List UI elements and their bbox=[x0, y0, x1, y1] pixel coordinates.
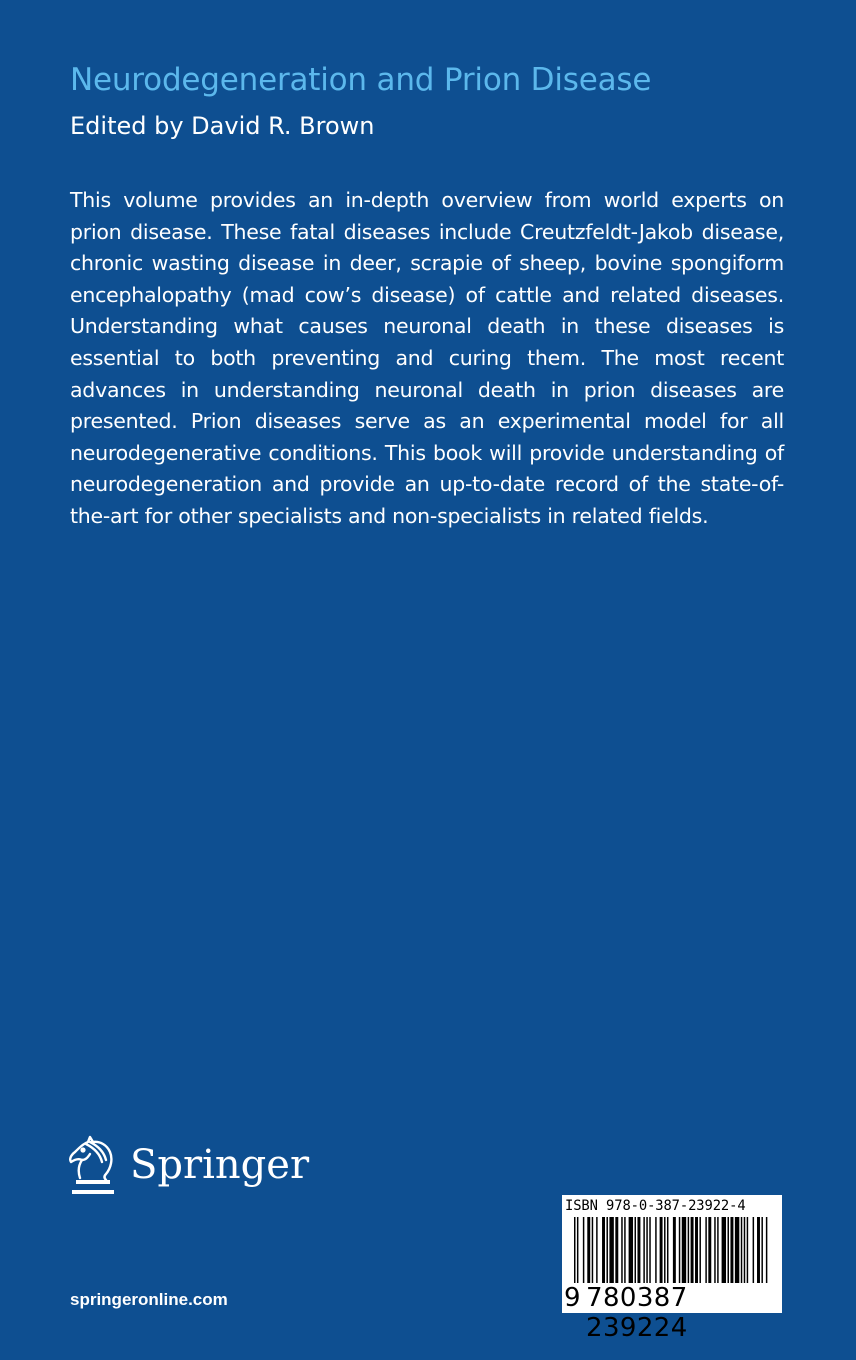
book-title: Neurodegeneration and Prion Disease bbox=[70, 62, 652, 98]
barcode-bar bbox=[695, 1217, 698, 1283]
barcode-bar bbox=[583, 1217, 584, 1283]
barcode-bar bbox=[574, 1217, 575, 1283]
barcode-bar bbox=[646, 1217, 647, 1283]
isbn-label: ISBN 978-0-387-23922-4 bbox=[565, 1198, 746, 1214]
barcode-bar bbox=[744, 1217, 745, 1283]
barcode-bar bbox=[587, 1217, 590, 1283]
barcode-bar bbox=[761, 1217, 762, 1283]
barcode-bar bbox=[730, 1217, 733, 1283]
barcode-bar bbox=[705, 1217, 706, 1283]
barcode-bar bbox=[747, 1217, 748, 1283]
barcode-bar bbox=[592, 1217, 593, 1283]
barcode-bar bbox=[735, 1217, 739, 1283]
barcode-bar bbox=[655, 1217, 656, 1283]
barcode-bar bbox=[637, 1217, 640, 1283]
barcode-bar bbox=[722, 1217, 726, 1283]
barcode-bar bbox=[624, 1217, 625, 1283]
barcode-bar bbox=[609, 1217, 613, 1283]
barcode-bar bbox=[615, 1217, 618, 1283]
barcode-bar bbox=[596, 1217, 597, 1283]
barcode-bar bbox=[667, 1217, 668, 1283]
ean-number: 780387 239224 bbox=[586, 1283, 688, 1343]
barcode-bar bbox=[757, 1217, 760, 1283]
springer-horse-chess-knight-icon bbox=[66, 1132, 122, 1200]
ean-digits bbox=[562, 1281, 782, 1343]
barcode-bar bbox=[766, 1217, 767, 1283]
barcode-bar bbox=[708, 1217, 711, 1283]
barcode-bar bbox=[664, 1217, 665, 1283]
barcode-bar bbox=[649, 1217, 650, 1283]
springer-logo bbox=[66, 1132, 310, 1202]
barcode-bar bbox=[577, 1217, 578, 1283]
barcode-bar bbox=[660, 1217, 663, 1283]
publisher-website[interactable]: springeronline.com bbox=[70, 1290, 228, 1309]
barcode-bar bbox=[688, 1217, 689, 1283]
barcode-bar bbox=[691, 1217, 694, 1283]
barcode-bar bbox=[621, 1217, 622, 1283]
book-description: This volume provides an in-depth overview from world experts on prion disease. These fatal diseases include Creutzfeldt-Jakob disease, chronic wasting disease in deer, scrapie of sheep, bovine spongiform encephalopathy (mad cow’s disease) of cattle and related diseases. Understanding what causes neuronal death in these diseases is essential to both preventing and curing them. The most recent advances in understanding neuronal death in prion diseases are presented. Prion diseases serve as an experimental model for all neurodegenerative conditions. This book will provide understanding of neurodegeneration and provide an up-to-date record of the state-of-the-art for other specialists and non-specialists in related fields. bbox=[70, 188, 784, 528]
barcode-bar bbox=[602, 1217, 605, 1283]
barcode-bar bbox=[643, 1217, 644, 1283]
barcode-bar bbox=[699, 1217, 700, 1283]
ean-first-digit: 9 bbox=[564, 1283, 581, 1313]
barcode-bar bbox=[606, 1217, 607, 1283]
book-editor: Edited by David R. Brown bbox=[70, 112, 375, 140]
barcode-bar bbox=[717, 1217, 718, 1283]
barcode-bar bbox=[673, 1217, 676, 1283]
barcode-bar bbox=[753, 1217, 754, 1283]
isbn-barcode bbox=[562, 1195, 782, 1343]
barcode-bar bbox=[679, 1217, 680, 1283]
barcode-bar bbox=[635, 1217, 636, 1283]
barcode-bar bbox=[629, 1217, 633, 1283]
publisher-name: Springer bbox=[130, 1142, 310, 1188]
barcode-bar bbox=[741, 1217, 742, 1283]
barcode-bar bbox=[682, 1217, 686, 1283]
barcode-bar bbox=[714, 1217, 715, 1283]
barcode-bars bbox=[574, 1217, 774, 1287]
barcode-bar bbox=[728, 1217, 729, 1283]
